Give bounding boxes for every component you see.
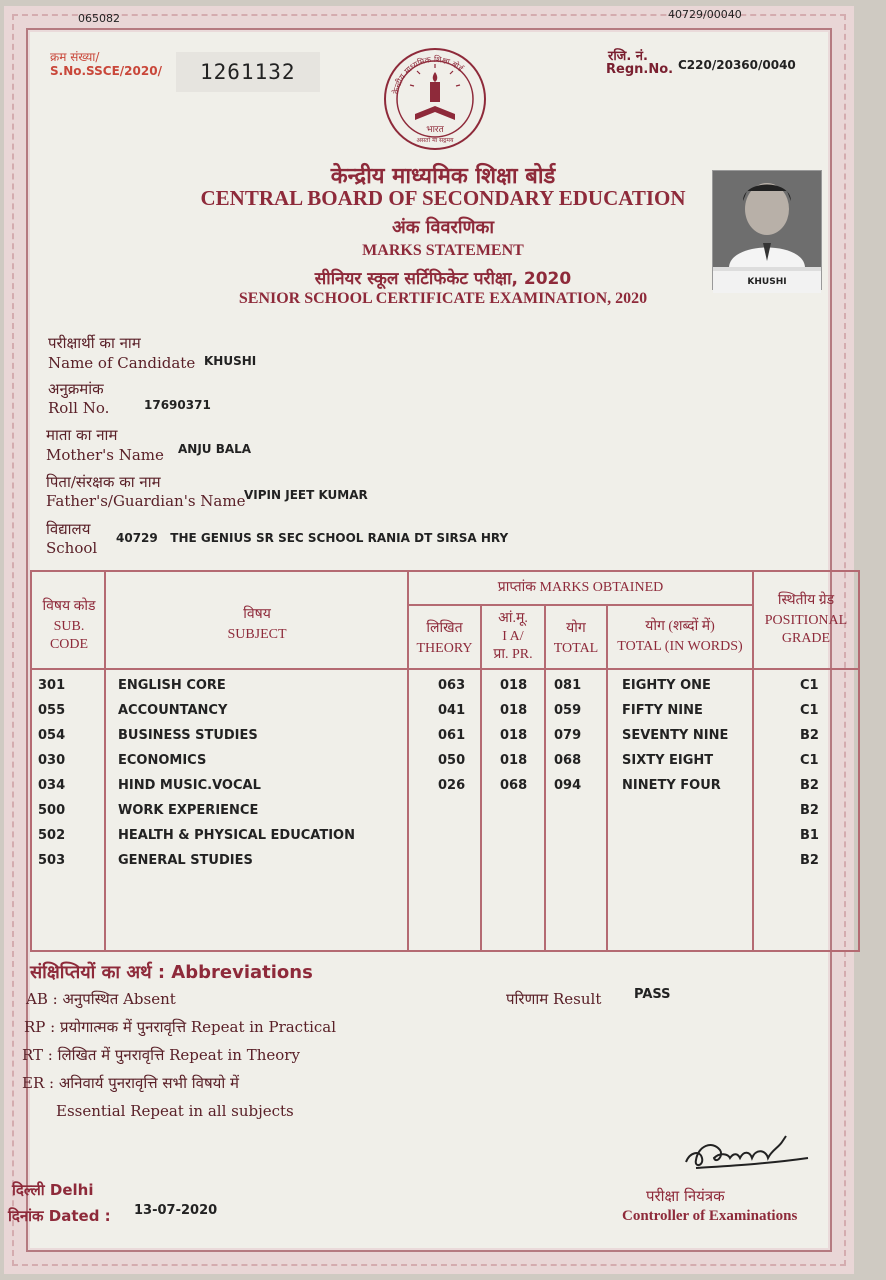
candidate-photo: [712, 170, 822, 290]
logo-bharat-text: भारत: [426, 125, 444, 135]
candidate-name: KHUSHI: [204, 354, 257, 368]
cell-ia: 018: [500, 728, 528, 743]
header-subject-en: SUBJECT: [227, 627, 287, 642]
cell-subject: ECONOMICS: [118, 753, 207, 768]
cell-ia: 018: [500, 703, 528, 718]
regn-number: C220/20360/0040: [678, 58, 796, 72]
school-label-en: School: [46, 539, 98, 557]
header-words-hi: योग (शब्दों में): [645, 619, 715, 634]
cell-words: EIGHTY ONE: [622, 678, 711, 693]
header-theory-en: THEORY: [416, 641, 473, 656]
cell-subject: GENERAL STUDIES: [118, 853, 253, 868]
statement-title-english: MARKS STATEMENT: [362, 242, 524, 259]
board-name-english: CENTRAL BOARD OF SECONDARY EDUCATION: [200, 186, 686, 210]
school-name: 40729 THE GENIUS SR SEC SCHOOL RANIA DT SIRSA HRY: [116, 531, 509, 545]
candidate-portrait-icon: [713, 171, 821, 267]
mother-label-hi: माता का नाम: [46, 426, 118, 444]
header-sub-code-hi: विषय कोड: [42, 599, 96, 614]
cell-total: 094: [554, 778, 582, 793]
header-words-en: TOTAL (IN WORDS): [617, 639, 743, 654]
roll-number: 17690371: [144, 398, 211, 412]
cell-grade: B2: [800, 728, 819, 743]
dated-label: दिनांक Dated :: [8, 1207, 111, 1225]
controller-hindi: परीक्षा नियंत्रक: [646, 1187, 725, 1205]
roll-label-hi: अनुक्रमांक: [48, 380, 104, 398]
mother-label-en: Mother's Name: [46, 446, 164, 464]
logo-arc-text: केन्द्रीय माध्यमिक शिक्षा बोर्ड: [391, 54, 465, 95]
regn-label-hi: रजि. नं.: [608, 49, 648, 64]
header-grade-hi: स्थितीय ग्रेड: [777, 593, 835, 608]
cell-grade: B1: [800, 828, 819, 843]
cell-ia: 068: [500, 778, 528, 793]
top-left-code: 065082: [78, 12, 120, 25]
exam-title-english: SENIOR SCHOOL CERTIFICATE EXAMINATION, 2020: [238, 290, 648, 307]
statement-title-hindi: अंक विवरणिका: [391, 217, 495, 238]
father-label-hi: पिता/संरक्षक का नाम: [46, 473, 161, 491]
header-marks-obtained: प्राप्तांक MARKS OBTAINED: [497, 580, 664, 595]
cell-total: 068: [554, 753, 582, 768]
serial-number: 1261132: [200, 60, 296, 84]
board-name-hindi: केन्द्रीय माध्यमिक शिक्षा बोर्ड: [330, 164, 556, 189]
cell-theory: 026: [438, 778, 466, 793]
cbse-logo-icon: [380, 44, 490, 154]
cell-ia: 018: [500, 678, 528, 693]
roll-label-en: Roll No.: [48, 399, 110, 417]
cell-words: SEVENTY NINE: [622, 728, 729, 743]
regn-label-en: Regn.No.: [606, 62, 674, 77]
cell-ia: 018: [500, 753, 528, 768]
header-theory-hi: लिखित: [426, 621, 463, 636]
abbrev-er: ER : अनिवार्य पुनरावृत्ति सभी विषयो में: [22, 1074, 239, 1092]
cell-subject: ENGLISH CORE: [118, 678, 226, 693]
header-ia-pr: प्रा. PR.: [493, 647, 533, 662]
mother-name: ANJU BALA: [178, 442, 252, 456]
header-ia-en: I A/: [502, 629, 524, 644]
header-grade-en: POSITIONAL GRADE: [764, 613, 848, 646]
abbrev-rt: RT : लिखित में पुनरावृत्ति Repeat in Theory: [22, 1046, 300, 1064]
dated-value: 13-07-2020: [134, 1203, 218, 1218]
cell-total: 079: [554, 728, 582, 743]
result-value: PASS: [634, 987, 671, 1002]
cell-theory: 050: [438, 753, 466, 768]
cell-code: 502: [38, 828, 66, 843]
exam-title-hindi: सीनियर स्कूल सर्टिफिकेट परीक्षा, 2020: [314, 269, 572, 289]
cell-total: 081: [554, 678, 582, 693]
cell-words: SIXTY EIGHT: [622, 753, 714, 768]
svg-text:केन्द्रीय माध्यमिक शिक्षा बोर्: [390, 54, 466, 95]
cell-grade: C1: [800, 678, 819, 693]
school-label-hi: विद्यालय: [46, 520, 91, 538]
serial-label-hi: क्रम संख्या/: [50, 50, 100, 64]
serial-label-en: S.No.SSCE/2020/: [50, 64, 162, 78]
abbreviations-title: संक्षिप्तियों का अर्थ : Abbreviations: [30, 962, 313, 983]
father-label-en: Father's/Guardian's Name: [46, 492, 246, 510]
father-name: VIPIN JEET KUMAR: [244, 488, 368, 502]
abbrev-ab: AB : अनुपस्थित Absent: [26, 990, 176, 1008]
cell-subject: BUSINESS STUDIES: [118, 728, 258, 743]
cell-grade: B2: [800, 778, 819, 793]
cell-code: 301: [38, 678, 66, 693]
cell-grade: B2: [800, 853, 819, 868]
cell-code: 503: [38, 853, 66, 868]
cell-code: 030: [38, 753, 66, 768]
top-right-code: 40729/00040: [668, 8, 742, 21]
cell-code: 055: [38, 703, 66, 718]
abbrev-rp: RP : प्रयोगात्मक में पुनरावृत्ति Repeat in Practical: [24, 1018, 337, 1036]
result-label: परिणाम Result: [506, 990, 602, 1008]
cell-grade: C1: [800, 753, 819, 768]
abbrev-er-2: Essential Repeat in all subjects: [56, 1102, 294, 1120]
cell-subject: ACCOUNTANCY: [118, 703, 228, 718]
header-total-hi: योग: [566, 621, 586, 636]
cell-grade: C1: [800, 703, 819, 718]
cell-code: 500: [38, 803, 66, 818]
header-subject-hi: विषय: [243, 607, 271, 622]
name-label-hi: परीक्षार्थी का नाम: [48, 334, 141, 352]
photo-caption: KHUSHI: [713, 271, 821, 293]
cell-words: NINETY FOUR: [622, 778, 721, 793]
cell-code: 034: [38, 778, 66, 793]
name-label-en: Name of Candidate: [48, 354, 196, 372]
place: दिल्ली Delhi: [12, 1181, 94, 1199]
cell-theory: 063: [438, 678, 466, 693]
logo-motto-text: असतो मा सद्गमय: [416, 137, 454, 144]
header-ia-hi: आं.मू.: [498, 611, 528, 626]
controller-english: Controller of Examinations: [622, 1208, 798, 1224]
cell-grade: B2: [800, 803, 819, 818]
cell-subject: HEALTH & PHYSICAL EDUCATION: [118, 828, 355, 843]
cell-theory: 061: [438, 728, 466, 743]
cell-subject: WORK EXPERIENCE: [118, 803, 259, 818]
header-total-en: TOTAL: [553, 641, 599, 656]
cell-code: 054: [38, 728, 66, 743]
header-sub-code-en: SUB. CODE: [49, 619, 89, 652]
cell-theory: 041: [438, 703, 466, 718]
controller-signature-icon: [676, 1122, 816, 1178]
marks-table: [30, 570, 860, 952]
cell-subject: HIND MUSIC.VOCAL: [118, 778, 261, 793]
cell-words: FIFTY NINE: [622, 703, 703, 718]
cell-total: 059: [554, 703, 582, 718]
